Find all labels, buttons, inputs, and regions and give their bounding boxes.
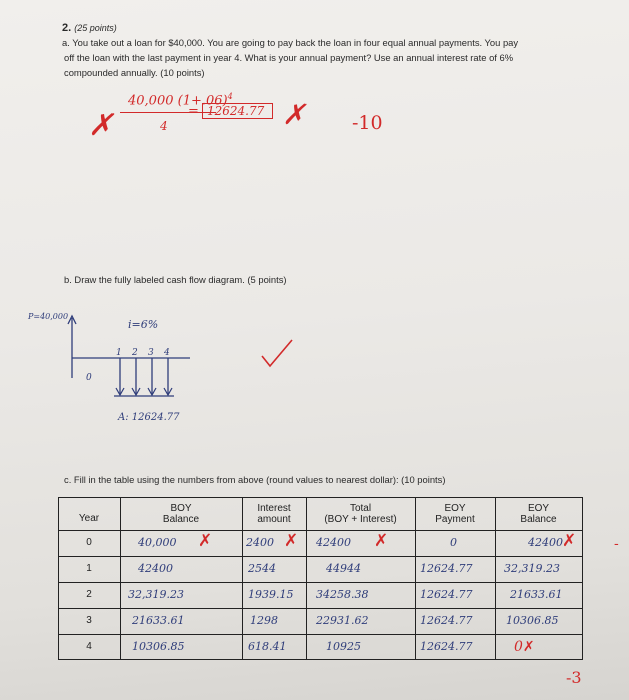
part-c-prompt: c. Fill in the table using the numbers from above (round values to nearest dollar): (10 points) (64, 474, 446, 485)
principal-label: P=40,000 (28, 312, 69, 321)
row-3-boy: 21633.61 (132, 614, 185, 627)
row-4-payment: 12624.77 (420, 640, 473, 653)
row-1-total: 44944 (326, 562, 361, 575)
row-0-payment: 0 (450, 536, 457, 549)
tick-label-4: 4 (164, 348, 170, 358)
formula-numerator: 40,000 $(1+.06)^4$ (128, 92, 233, 109)
row-0-total: 42400 (316, 536, 351, 549)
row-2-total: 34258.38 (316, 588, 369, 601)
header-eoy-payment: EOY Payment (435, 503, 475, 525)
tick-label-2: 2 (132, 348, 138, 358)
header-interest-amount: Interest amount (257, 503, 291, 525)
header-total: Total (BOY + Interest) (324, 503, 397, 525)
row-2-interest: 1939.15 (248, 588, 294, 601)
question-number: 2. (25 points) (62, 22, 117, 34)
row-2-boy: 32,319.23 (128, 588, 184, 601)
part-a-line-1: a. You take out a loan for $40,000. You are going to pay back the loan in four equal annual payments. You pay (62, 37, 519, 48)
row-1-year: 1 (86, 563, 92, 574)
row-1-interest: 2544 (248, 562, 276, 575)
row-0-interest: 2400 (246, 536, 274, 549)
row-0-total-cross-icon: ✗ (374, 531, 389, 551)
header-boy-balance: BOY Balance (162, 503, 200, 525)
row-2-payment: 12624.77 (420, 588, 473, 601)
boxed-answer: 12624.77 (202, 103, 273, 119)
row-4-eoy: 0✗ (514, 639, 535, 655)
question-points: (25 points) (74, 23, 117, 33)
cross-mark-right: ✗ (282, 98, 306, 131)
row-2-eoy: 21633.61 (510, 588, 563, 601)
margin-dash: - (614, 536, 619, 552)
formula-denominator: 4 (160, 119, 168, 133)
row-3-payment: 12624.77 (420, 614, 473, 627)
part-a-line-2: off the loan with the last payment in year 4. What is your annual payment? Use an annual interest rate of 6% (64, 52, 514, 63)
row-3-total: 22931.62 (316, 614, 369, 627)
tick-label-0: 0 (86, 373, 92, 383)
interest-rate-label: i=6% (128, 318, 159, 331)
row-4-year: 4 (86, 641, 92, 652)
annuity-label: A: 12624.77 (118, 412, 180, 423)
part-b-prompt: b. Draw the fully labeled cash flow diagram. (5 points) (64, 274, 287, 285)
row-1-payment: 12624.77 (420, 562, 473, 575)
header-year: Year (78, 513, 100, 524)
row-2-year: 2 (86, 589, 92, 600)
part-a-line-3: compounded annually. (10 points) (64, 67, 205, 78)
tick-label-1: 1 (116, 348, 122, 358)
row-1-boy: 42400 (138, 562, 173, 575)
cross-mark-left: ✗ (88, 108, 114, 143)
row-0-boy-cross-icon: ✗ (198, 531, 213, 551)
amortization-table (58, 497, 583, 660)
part-c-deduction: -3 (566, 668, 582, 687)
row-4-total: 10925 (326, 640, 361, 653)
header-eoy-balance: EOY Balance (520, 503, 557, 525)
row-3-year: 3 (86, 615, 92, 626)
part-a-deduction: -10 (352, 112, 383, 134)
row-4-boy: 10306.85 (132, 640, 185, 653)
check-mark-icon (262, 340, 292, 366)
row-3-interest: 1298 (250, 614, 278, 627)
row-4-eoy-cross-icon: ✗ (522, 639, 535, 655)
row-0-eoy-cross-icon: ✗ (562, 531, 577, 551)
row-4-interest: 618.41 (248, 640, 287, 653)
row-3-eoy: 10306.85 (506, 614, 559, 627)
equals-sign: = (188, 104, 199, 119)
row-0-year: 0 (86, 537, 92, 548)
row-0-boy: 40,000 (138, 536, 177, 549)
tick-label-3: 3 (148, 348, 154, 358)
row-0-eoy: 42400 (528, 536, 563, 549)
row-1-eoy: 32,319.23 (504, 562, 560, 575)
row-0-interest-cross-icon: ✗ (284, 531, 299, 551)
